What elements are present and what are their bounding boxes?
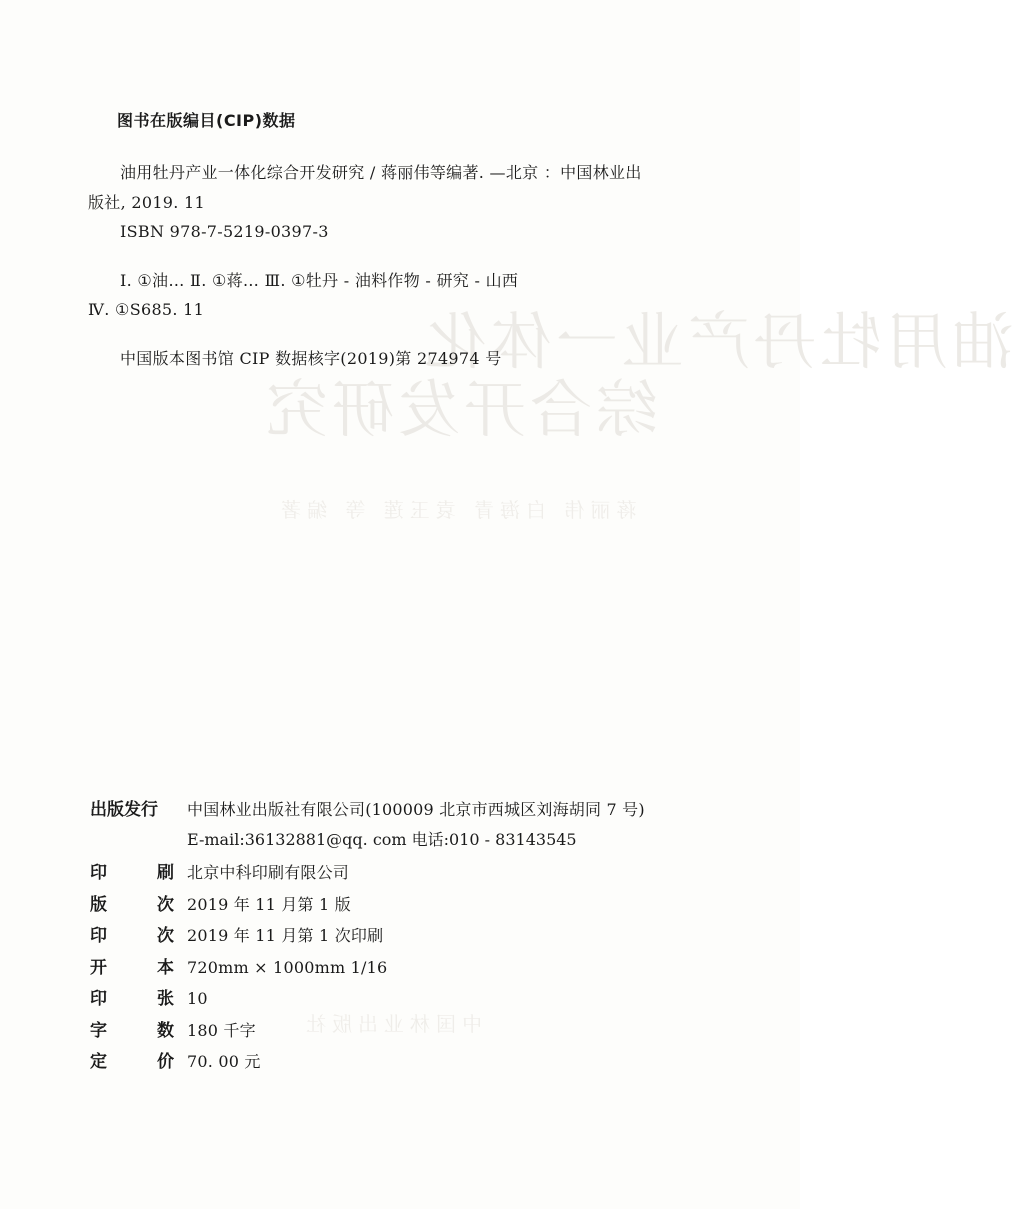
impression-label-char1: 印 [90,926,107,946]
printer-row [90,858,770,890]
price-row [90,1047,770,1079]
format-label-char1: 开 [90,957,107,978]
words-label-char1: 字 [90,1020,107,1041]
reverse-authors: 蒋丽伟 白海青 袁玉莲 等 编著 [275,498,637,522]
words-value: 180 千字 [187,1020,256,1040]
contact-value: E-mail:36132881@qq. com 电话:010 - 83143545 [187,829,577,849]
edition-label-char1: 版 [90,894,107,915]
sheets-value: 10 [187,989,208,1008]
price-label [90,1047,174,1072]
edition-label-char2: 次 [157,894,174,915]
edition-value: 2019 年 11 月第 1 版 [187,894,351,914]
printer-value: 北京中科印刷有限公司 [187,863,350,882]
cip-title-line: 油用牡丹产业一体化综合开发研究 / 蒋丽伟等编著. —北京 ：中国林业出 [120,163,642,182]
format-label [90,953,174,978]
sheets-row [90,984,770,1016]
sheets-label-char2: 张 [157,989,174,1009]
printer-label-char1: 印 [90,863,107,883]
reverse-title-line2: 综合开发研究 [262,373,659,446]
price-label-char2: 价 [157,1052,174,1072]
price-label-char1: 定 [90,1052,107,1072]
publication-info [90,795,770,1079]
sheets-label-char1: 印 [90,989,107,1009]
sheets-label [90,984,174,1009]
price-value: 70. 00 元 [187,1052,261,1071]
publisher-row [90,795,770,827]
words-label [90,1016,174,1041]
words-label-char2: 数 [157,1020,174,1041]
cip-record-number: 中国版本图书馆 CIP 数据核字(2019)第 274974 号 [120,349,502,368]
cip-publisher-line: 版社, 2019. 11 [88,193,206,212]
printer-label [90,858,174,883]
cip-isbn: ISBN 978-7-5219-0397-3 [120,222,329,241]
cip-subject-line: Ⅰ. ①油… Ⅱ. ①蒋… Ⅲ. ①牡丹 - 油料作物 - 研究 - 山西 [120,271,519,290]
publisher-label: 出版发行 [90,800,158,820]
edition-label [90,890,174,915]
reverse-title-line1: 油用牡丹产业一体化 [420,305,1014,378]
impression-row [90,921,770,953]
reverse-publisher: 中国林业出版社 [300,1012,482,1036]
words-row [90,1016,770,1048]
cip-classification: Ⅳ. ①S685. 11 [88,300,205,319]
format-label-char2: 本 [157,957,174,978]
impression-label-char2: 次 [157,926,174,946]
edition-row [90,890,770,922]
printer-label-char2: 刷 [157,863,174,883]
format-row [90,953,770,985]
cip-heading: 图书在版编目(CIP)数据 [117,111,296,130]
format-value: 720mm × 1000mm 1/16 [187,957,388,977]
impression-label [90,921,174,946]
publisher-value: 中国林业出版社有限公司(100009 北京市西城区刘海胡同 7 号) [187,800,645,819]
impression-value: 2019 年 11 月第 1 次印刷 [187,926,384,945]
